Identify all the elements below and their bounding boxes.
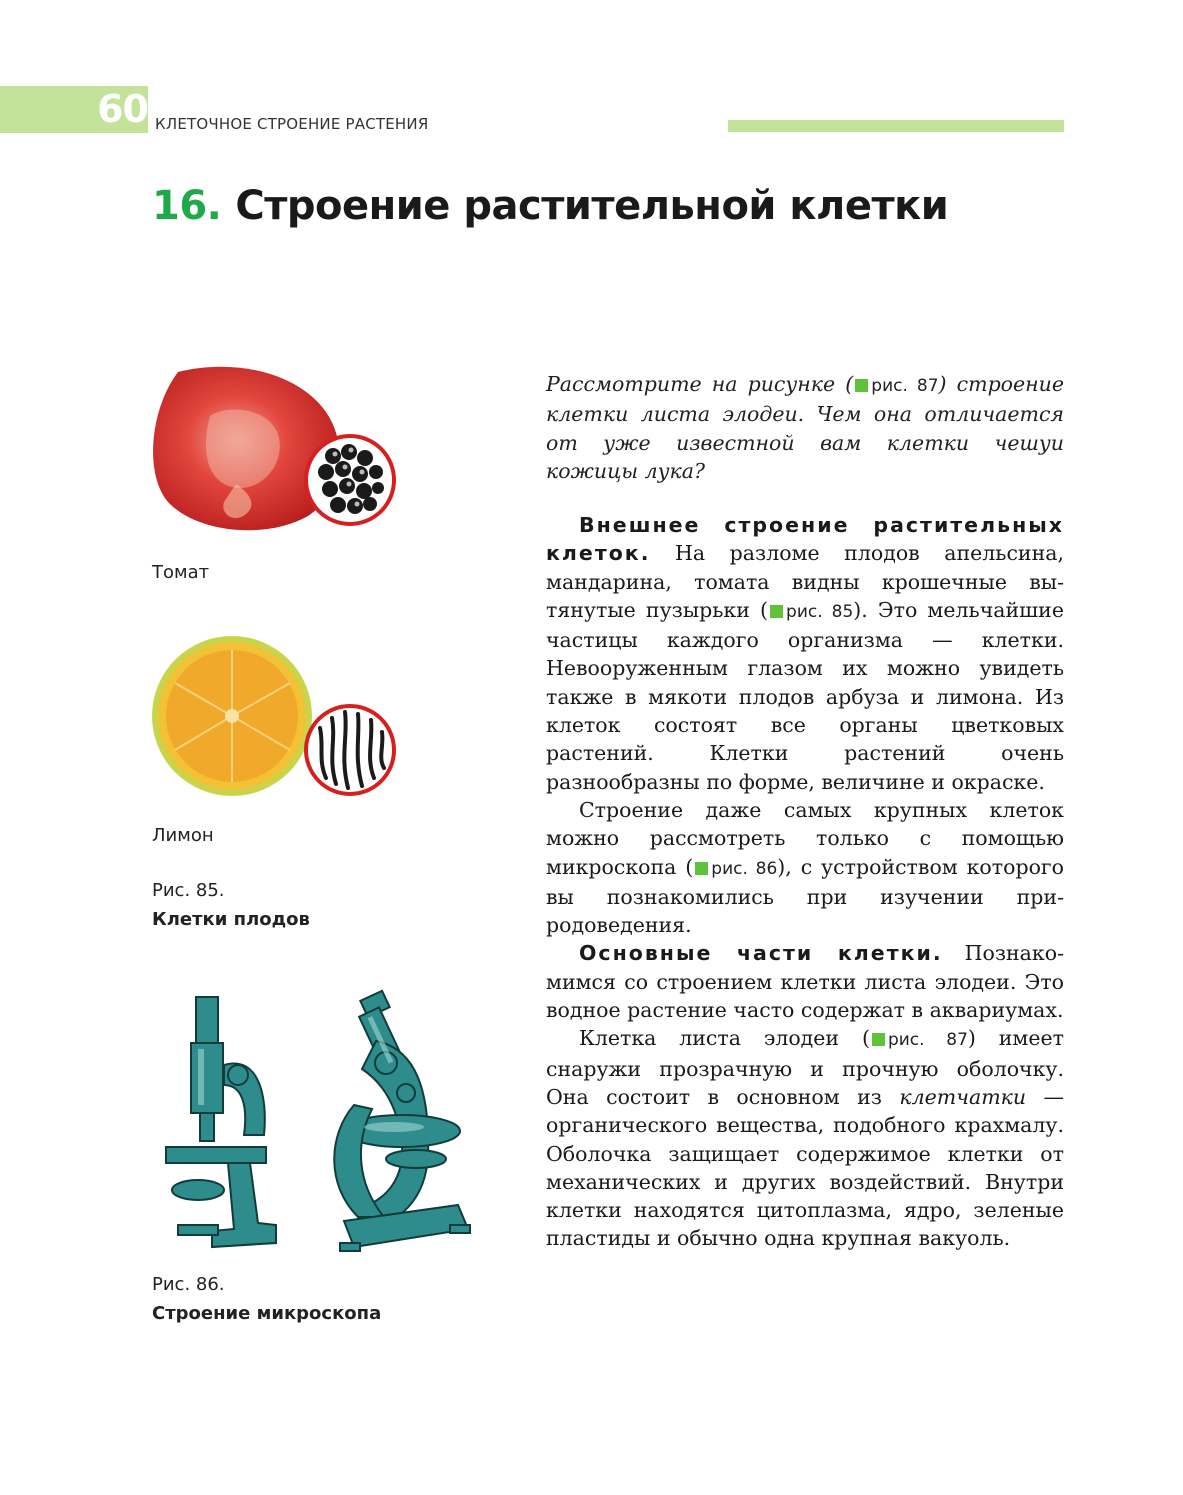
paragraph-text: На разломе плодов апельсина, мандарина, томата видны крошечные вытянутые пузырьки ( (546, 541, 1064, 622)
term-emphasis: клетчатки (899, 1084, 1027, 1109)
section-heading: Внешнее строение растительных клеток. (546, 513, 1064, 566)
paragraph-text: — органического вещества, подобного крахмалу. Оболочка защищает содержимое клетки от механических и других воздействий. Внутри клетки находятся цитоплазма, ядро, зеленые пластиды и обычно одна крупная вакуоль. (546, 1084, 1064, 1251)
ref-marker-icon (872, 1033, 885, 1046)
ref-marker-icon (855, 379, 868, 392)
paragraph-text: Строение даже самых крупных клеток можно рассмотреть только с помощью микроскопа ( (546, 797, 1064, 879)
figure-86-title: Строение микроскопа (152, 1303, 382, 1324)
header-rule (728, 120, 1064, 132)
intro-text-2: ) строение клетки листа элодеи. Чем она отличается от уже известной вам клетки чешуи кожицы лука? (546, 372, 1064, 483)
figure-86-number: Рис. 86. (152, 1274, 225, 1295)
figure-ref-86[interactable] (693, 859, 777, 879)
ref-label: рис. 86 (711, 858, 778, 879)
paragraph (546, 511, 1064, 796)
body-text (546, 511, 1064, 1253)
ref-label: рис. 85 (786, 601, 854, 622)
intro-question (546, 370, 1064, 485)
figure-ref-87[interactable] (870, 1030, 968, 1050)
running-title: КЛЕТОЧНОЕ СТРОЕНИЕ РАСТЕНИЯ (155, 115, 429, 133)
tomato-label: Томат (152, 562, 210, 583)
paragraph-text: Клетка листа элодеи ( (579, 1026, 870, 1051)
ref-label: рис. 87 (887, 1030, 968, 1051)
paragraph-text: ). Это мельчайшие частицы каждого организма — клетки. Невооруженным глазом их можно увидеть также в мякоти плодов арбуза и лимона. Из клеток состоят все органы цветковых растений. Клетки растений очень разнообразны по форме, величине и окраске. (546, 597, 1064, 794)
figure-ref-85[interactable] (768, 602, 853, 622)
ref-marker-icon (770, 605, 783, 618)
lemon-image (150, 628, 398, 808)
chapter-title-text: Строение растительной клетки (235, 183, 949, 229)
paragraph-text: ) имеет снаружи прозрачную и прочную оболочку. Она состоит в основном из (546, 1026, 1064, 1109)
section-heading: Основные части клетки. (579, 941, 943, 966)
ref-label: рис. 87 (871, 376, 939, 396)
tomato-image (148, 364, 398, 539)
paragraph (546, 796, 1064, 939)
chapter-title (152, 183, 948, 229)
intro-text-1: Рассмотрите на рисунке ( (546, 372, 854, 396)
page-number: 60 (97, 87, 148, 131)
chapter-number: 16. (152, 183, 222, 229)
lemon-label: Лимон (152, 825, 214, 846)
ref-marker-icon (695, 862, 708, 875)
microscopes-image (158, 985, 483, 1265)
paragraph (546, 1024, 1064, 1252)
figure-ref-87[interactable] (853, 376, 938, 396)
paragraph-text: ), с устройством которого вы познакомились при изучении природоведения. (546, 854, 1064, 938)
paragraph (546, 939, 1064, 1024)
paragraph-text: Познакомимся со строением клетки листа элодеи. Это водное растение часто содержат в аквариумах. (546, 941, 1064, 1023)
figure-85-title: Клетки плодов (152, 909, 310, 930)
figure-85-number: Рис. 85. (152, 880, 225, 901)
